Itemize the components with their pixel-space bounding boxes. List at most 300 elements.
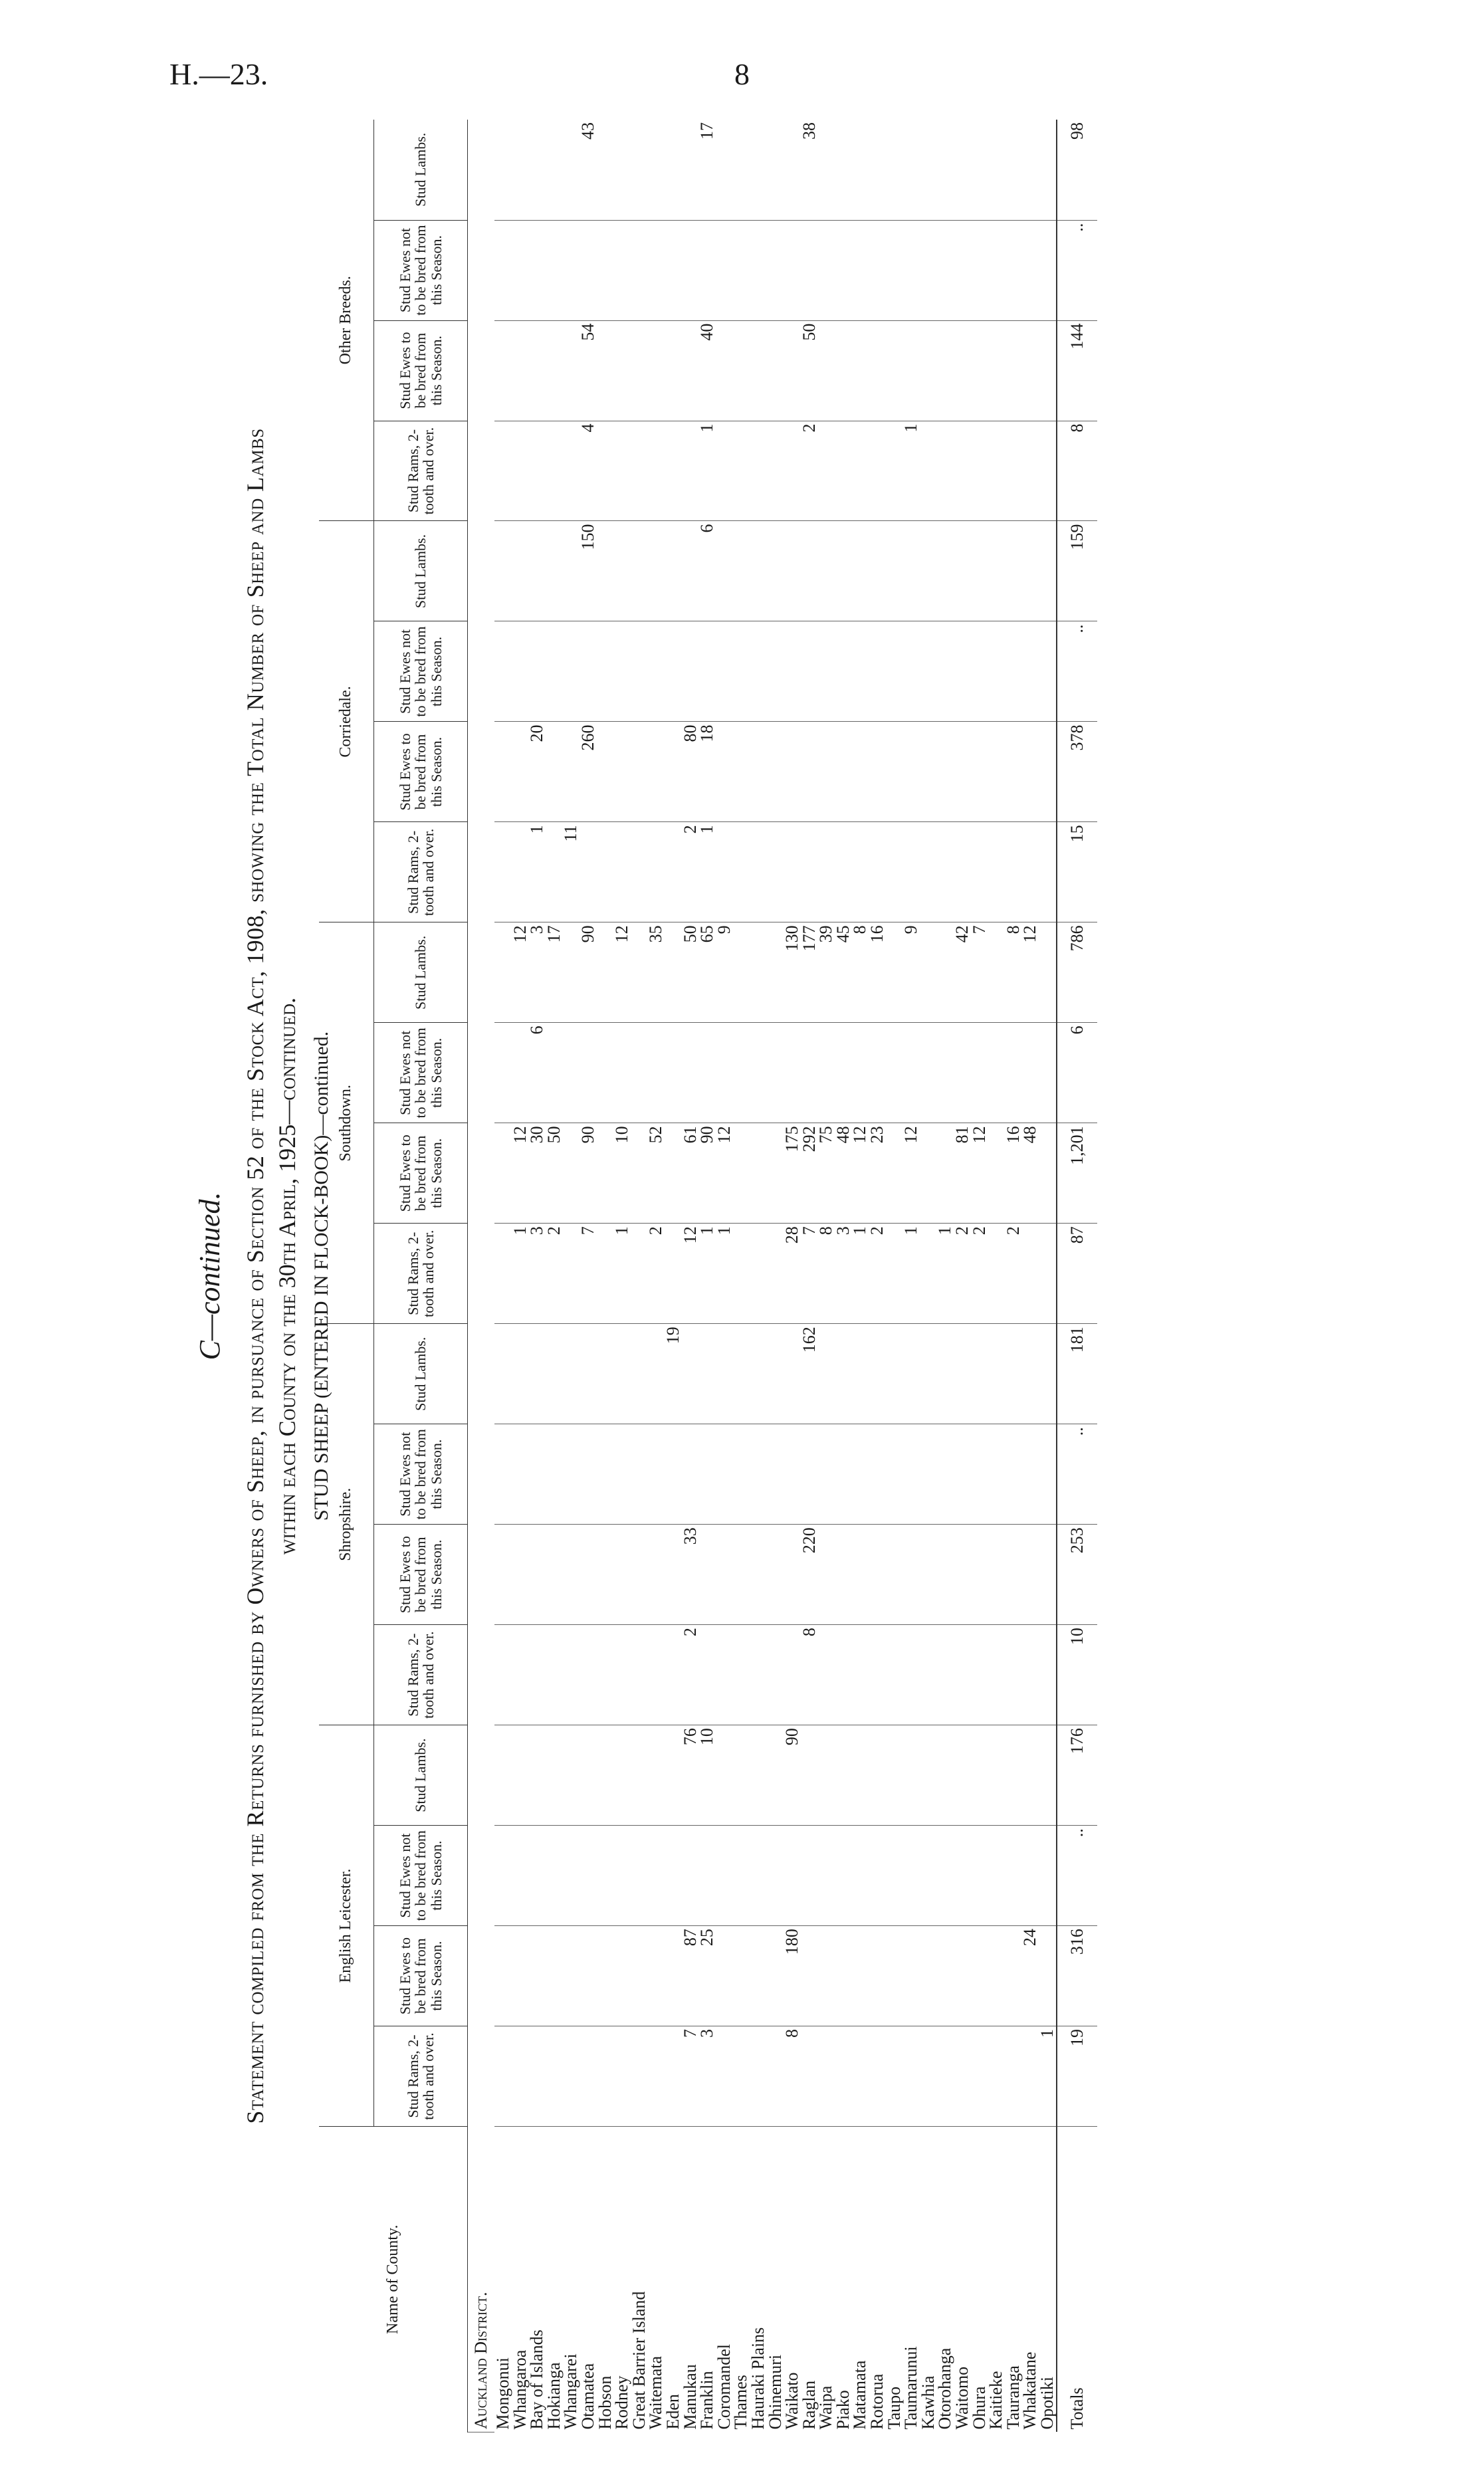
table-cell (494, 922, 512, 1023)
table-cell (597, 621, 614, 722)
table-cell (886, 1926, 903, 2026)
table-cell (562, 320, 580, 421)
table-cell (512, 220, 529, 320)
column-header: Stud Lambs. (374, 1725, 468, 1826)
county-name: Kaitieke (986, 2371, 1006, 2430)
table-cell (698, 220, 716, 320)
table-cell (1039, 1625, 1057, 1725)
table-cell (682, 1023, 699, 1123)
table-cell (784, 1023, 801, 1123)
table-row (613, 120, 631, 2432)
table-cell (631, 1123, 648, 1224)
table-cell (936, 220, 954, 320)
table-cell (580, 1725, 597, 1826)
table-row (647, 120, 665, 2432)
table-cell (886, 421, 903, 521)
table-row (716, 120, 733, 2432)
table-cell: 90 (784, 1725, 801, 1826)
table-cell (613, 722, 631, 822)
table-cell (851, 120, 869, 220)
table-cell (801, 1424, 818, 1525)
total-cell: 15 (1057, 822, 1097, 922)
table-cell: 90 (698, 1123, 716, 1224)
table-cell (528, 1424, 546, 1525)
table-cell (597, 521, 614, 621)
table-cell (936, 1826, 954, 1926)
table-cell (886, 2026, 903, 2127)
table-cell (988, 521, 1005, 621)
county-name: Whangarei (561, 2353, 581, 2430)
table-cell (613, 1525, 631, 1625)
table-cell (647, 320, 665, 421)
table-cell: 2 (869, 1224, 886, 1324)
table-cell (869, 1625, 886, 1725)
table-cell: 30 (528, 1123, 546, 1224)
table-cell (1005, 1926, 1022, 2026)
table-cell: 12 (512, 1123, 529, 1224)
table-cell (665, 2026, 682, 2127)
county-name: Rotorua (867, 2373, 887, 2430)
table-cell (750, 621, 767, 722)
table-row (562, 120, 580, 2432)
table-cell (613, 320, 631, 421)
table-cell (716, 1826, 733, 1926)
table-cell (631, 1826, 648, 1926)
table-cell (1005, 1023, 1022, 1123)
table-cell (936, 1525, 954, 1625)
table-cell (936, 922, 954, 1023)
table-cell: 2 (1005, 1224, 1022, 1324)
table-row (835, 120, 852, 2432)
table-cell (1039, 621, 1057, 722)
table-cell (494, 1826, 512, 1926)
table-cell (512, 320, 529, 421)
table-cell (631, 621, 648, 722)
table-cell (647, 2026, 665, 2127)
table-cell (732, 2026, 750, 2127)
table-cell (767, 421, 784, 521)
table-cell (954, 1324, 971, 1424)
table-cell (494, 120, 512, 220)
table-cell (750, 1826, 767, 1926)
table-cell (546, 1826, 563, 1926)
table-cell (613, 1424, 631, 1525)
table-cell (1021, 1023, 1039, 1123)
group-corriedale: Corriedale. (319, 521, 374, 922)
table-cell (597, 722, 614, 822)
table-cell (869, 822, 886, 922)
table-cell (546, 722, 563, 822)
table-row (920, 120, 937, 2432)
table-cell (647, 1324, 665, 1424)
table-cell (1005, 722, 1022, 822)
table-row (936, 120, 954, 2432)
table-cell (698, 621, 716, 722)
table-cell (971, 722, 988, 822)
table-cell (784, 521, 801, 621)
table-cell (1021, 421, 1039, 521)
table-cell (665, 1123, 682, 1224)
table-cell (613, 822, 631, 922)
table-cell (1021, 1525, 1039, 1625)
table-cell (1021, 320, 1039, 421)
table-row (851, 120, 869, 2432)
table-cell (902, 1725, 920, 1826)
table-cell (835, 722, 852, 822)
column-header: Stud Rams, 2-tooth and over. (374, 421, 468, 521)
table-cell (597, 2026, 614, 2127)
table-cell (886, 220, 903, 320)
table-cell (716, 1725, 733, 1826)
table-cell (971, 1525, 988, 1625)
table-cell (801, 722, 818, 822)
table-cell (613, 421, 631, 521)
table-cell (817, 1324, 835, 1424)
table-cell (936, 1725, 954, 1826)
table-cell: 50 (546, 1123, 563, 1224)
table-cell (631, 1625, 648, 1725)
table-cell (698, 1826, 716, 1926)
table-cell (613, 1926, 631, 2026)
table-cell (954, 220, 971, 320)
table-cell (546, 220, 563, 320)
table-cell (597, 421, 614, 521)
table-cell (988, 1224, 1005, 1324)
table-cell (732, 1324, 750, 1424)
table-cell (801, 1023, 818, 1123)
table-cell (902, 1525, 920, 1625)
table-cell (613, 1023, 631, 1123)
column-header: Stud Lambs. (374, 120, 468, 220)
table-cell (835, 1826, 852, 1926)
column-header: Stud Ewes not to be bred from this Season. (374, 220, 468, 320)
table-cell (1005, 1826, 1022, 1926)
table-cell: 20 (528, 722, 546, 822)
table-cell (580, 1023, 597, 1123)
table-cell (936, 1324, 954, 1424)
table-cell (767, 1023, 784, 1123)
table-cell: 1 (613, 1224, 631, 1324)
table-cell (716, 822, 733, 922)
table-cell (902, 220, 920, 320)
table-cell: 90 (580, 1123, 597, 1224)
table-cell (1039, 521, 1057, 621)
table-cell (869, 1424, 886, 1525)
table-cell (750, 1023, 767, 1123)
table-row (528, 120, 546, 2432)
table-cell (801, 2026, 818, 2127)
total-cell: 316 (1057, 1926, 1097, 2026)
table-cell (562, 1926, 580, 2026)
table-cell (682, 1324, 699, 1424)
table-cell (613, 220, 631, 320)
table-cell (528, 421, 546, 521)
table-cell: 1 (902, 1224, 920, 1324)
table-cell (665, 320, 682, 421)
table-cell (647, 1926, 665, 2026)
table-cell (954, 1926, 971, 2026)
table-cell (665, 1826, 682, 1926)
table-cell: 33 (682, 1525, 699, 1625)
table-cell (494, 521, 512, 621)
column-header: Stud Rams, 2-tooth and over. (374, 1224, 468, 1324)
table-cell (954, 1023, 971, 1123)
table-cell (1005, 1525, 1022, 1625)
table-cell (869, 521, 886, 621)
page-reference: H.—23. (169, 57, 268, 91)
table-cell (971, 521, 988, 621)
table-cell (869, 1826, 886, 1926)
table-cell (767, 1926, 784, 2026)
table-cell (1021, 1625, 1039, 1725)
table-row (954, 120, 971, 2432)
table-cell: 2 (546, 1224, 563, 1324)
table-cell (1039, 722, 1057, 822)
table-row (801, 120, 818, 2432)
table-cell (732, 1224, 750, 1324)
table-cell: 3 (835, 1224, 852, 1324)
table-cell: 50 (682, 922, 699, 1023)
table-cell (732, 722, 750, 822)
table-cell (784, 220, 801, 320)
table-cell (920, 1926, 937, 2026)
table-row (597, 120, 614, 2432)
table-cell (902, 320, 920, 421)
table-cell: 3 (698, 2026, 716, 2127)
table-cell (936, 1424, 954, 1525)
table-cell: 6 (698, 521, 716, 621)
table-cell (528, 1625, 546, 1725)
total-cell: 6 (1057, 1023, 1097, 1123)
table-cell (988, 220, 1005, 320)
table-row (1005, 120, 1022, 2432)
column-header: Stud Ewes to be bred from this Season. (374, 1926, 468, 2026)
table-cell (784, 1324, 801, 1424)
table-cell (631, 1424, 648, 1525)
table-cell (1039, 1424, 1057, 1525)
table-cell (494, 822, 512, 922)
table-cell (971, 421, 988, 521)
table-cell (971, 1625, 988, 1725)
table-cell (1021, 1424, 1039, 1525)
table-cell (546, 1324, 563, 1424)
table-cell (954, 1625, 971, 1725)
table-cell (1021, 2026, 1039, 2127)
table-cell (546, 1424, 563, 1525)
table-cell (1005, 521, 1022, 621)
table-cell (784, 722, 801, 822)
table-cell (936, 722, 954, 822)
table-cell (1005, 1625, 1022, 1725)
column-header: Stud Rams, 2-tooth and over. (374, 2026, 468, 2127)
table-cell (988, 1725, 1005, 1826)
table-cell (954, 1525, 971, 1625)
table-cell (886, 822, 903, 922)
table-cell (732, 1525, 750, 1625)
table-cell (647, 1525, 665, 1625)
table-cell (682, 621, 699, 722)
table-cell (988, 1324, 1005, 1424)
table-cell (647, 1826, 665, 1926)
table-cell (1021, 822, 1039, 922)
column-header: Stud Ewes not to be bred from this Season. (374, 621, 468, 722)
table-cell: 40 (698, 320, 716, 421)
table-cell (920, 1725, 937, 1826)
table-cell (665, 922, 682, 1023)
table-cell (750, 421, 767, 521)
table-cell: 17 (546, 922, 563, 1023)
table-cell (835, 1625, 852, 1725)
district-row (468, 120, 495, 2432)
table-cell (784, 621, 801, 722)
table-cell (512, 1826, 529, 1926)
table-cell (954, 822, 971, 922)
table-cell (851, 1826, 869, 1926)
table-cell (835, 1023, 852, 1123)
table-cell (665, 722, 682, 822)
table-cell (936, 1625, 954, 1725)
table-cell (546, 822, 563, 922)
table-cell (512, 822, 529, 922)
table-cell (698, 1424, 716, 1525)
table-cell (920, 1023, 937, 1123)
county-name: Great Barrier Island (629, 2291, 649, 2430)
county-name: Otamatea (578, 2363, 597, 2430)
table-cell (750, 1324, 767, 1424)
table-cell (835, 320, 852, 421)
table-cell (988, 120, 1005, 220)
table-cell: 42 (954, 922, 971, 1023)
table-cell (597, 922, 614, 1023)
table-cell (835, 1525, 852, 1625)
table-cell (647, 421, 665, 521)
table-cell (665, 1625, 682, 1725)
table-cell (835, 1926, 852, 2026)
column-header: Stud Ewes not to be bred from this Season. (374, 1023, 468, 1123)
county-name: Manukau (680, 2364, 700, 2430)
table-cell (988, 1023, 1005, 1123)
table-cell (767, 722, 784, 822)
totals-row (1057, 120, 1097, 2432)
table-cell (750, 922, 767, 1023)
table-cell: 150 (580, 521, 597, 621)
table-row (682, 120, 699, 2432)
table-cell (851, 722, 869, 822)
table-cell: 6 (528, 1023, 546, 1123)
table-row (817, 120, 835, 2432)
total-cell: 159 (1057, 521, 1097, 621)
table-cell (817, 621, 835, 722)
table-cell (936, 320, 954, 421)
total-cell: 1,201 (1057, 1123, 1097, 1224)
table-cell (647, 1424, 665, 1525)
table-cell: 87 (682, 1926, 699, 2026)
table-cell (886, 1424, 903, 1525)
table-cell (597, 1224, 614, 1324)
table-row (1021, 120, 1039, 2432)
table-cell (920, 1625, 937, 1725)
table-cell (562, 922, 580, 1023)
table-cell (902, 1424, 920, 1525)
table-cell: 76 (682, 1725, 699, 1826)
table-cell (988, 822, 1005, 922)
table-row (988, 120, 1005, 2432)
table-cell (869, 120, 886, 220)
table-cell (1039, 1826, 1057, 1926)
table-cell (902, 1023, 920, 1123)
table-row (631, 120, 648, 2432)
table-cell (512, 722, 529, 822)
table-cell: 2 (682, 822, 699, 922)
county-name: Mongonui (493, 2357, 512, 2430)
table-cell (665, 1023, 682, 1123)
table-cell (801, 521, 818, 621)
table-cell (869, 1324, 886, 1424)
table-cell: 38 (801, 120, 818, 220)
table-cell (494, 320, 512, 421)
table-cell (494, 1424, 512, 1525)
table-cell (1039, 120, 1057, 220)
table-cell (817, 220, 835, 320)
breed-group-header-row (319, 120, 374, 2432)
table-cell (920, 1224, 937, 1324)
table-cell (647, 722, 665, 822)
table-cell (716, 521, 733, 621)
table-cell (1021, 1725, 1039, 1826)
table-cell: 19 (665, 1324, 682, 1424)
table-cell: 7 (801, 1224, 818, 1324)
table-cell: 54 (580, 320, 597, 421)
table-cell: 9 (716, 922, 733, 1023)
table-cell (835, 421, 852, 521)
table-cell: 10 (613, 1123, 631, 1224)
column-header: Stud Ewes to be bred from this Season. (374, 1123, 468, 1224)
table-cell: 292 (801, 1123, 818, 1224)
table-cell: 1 (716, 1224, 733, 1324)
table-cell (869, 1525, 886, 1625)
table-cell (665, 1926, 682, 2026)
table-cell (528, 120, 546, 220)
table-cell (716, 120, 733, 220)
table-cell (665, 621, 682, 722)
column-header: Stud Rams, 2-tooth and over. (374, 822, 468, 922)
table-cell (665, 521, 682, 621)
table-cell (954, 521, 971, 621)
table-cell: 18 (698, 722, 716, 822)
table-cell (954, 2026, 971, 2127)
table-cell (920, 421, 937, 521)
table-cell (494, 220, 512, 320)
table-cell: 1 (1039, 2026, 1057, 2127)
table-cell: 65 (698, 922, 716, 1023)
table-cell (902, 2026, 920, 2127)
table-cell (886, 320, 903, 421)
table-cell (835, 1324, 852, 1424)
table-cell (750, 1625, 767, 1725)
table-cell (613, 2026, 631, 2127)
table-cell (597, 1826, 614, 1926)
table-cell (902, 1826, 920, 1926)
table-cell (767, 1725, 784, 1826)
table-cell (1005, 1725, 1022, 1826)
table-cell (597, 220, 614, 320)
table-cell (597, 1424, 614, 1525)
table-cell (767, 1826, 784, 1926)
county-name: Kawhia (918, 2375, 938, 2430)
table-cell (971, 2026, 988, 2127)
table-cell (920, 1123, 937, 1224)
table-cell (597, 1324, 614, 1424)
